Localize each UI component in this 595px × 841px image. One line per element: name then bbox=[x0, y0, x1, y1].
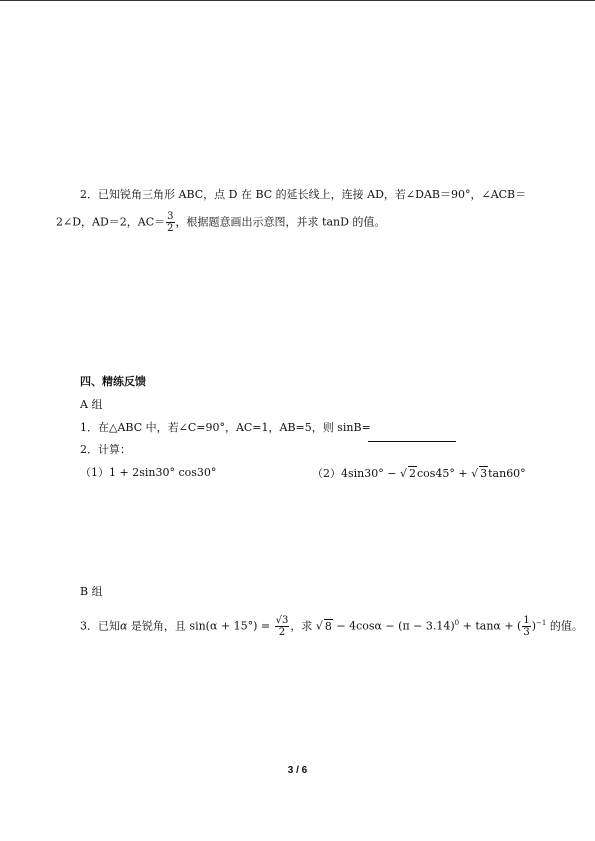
sqrt-symbol: √ bbox=[471, 467, 479, 480]
q3-frac-den: 2 bbox=[278, 627, 286, 638]
q3-frac2-den: 3 bbox=[523, 627, 530, 638]
top-border bbox=[0, 0, 595, 1]
group-b-label: B 组 bbox=[80, 585, 103, 598]
group-a-label: A 组 bbox=[80, 398, 103, 411]
q3-part-c: ，求 bbox=[290, 619, 316, 633]
q3-part-f: ) bbox=[531, 619, 537, 633]
answer-blank-line[interactable] bbox=[368, 441, 456, 442]
q3-frac-sqrt: 3 bbox=[281, 615, 289, 626]
sqrt-symbol: √ bbox=[399, 467, 407, 480]
q3-part-a: 3．已知 bbox=[80, 619, 120, 633]
q3-part-e: + tanα + ( bbox=[459, 619, 522, 633]
q3-frac-num bbox=[275, 615, 290, 627]
q2-fraction bbox=[166, 211, 174, 234]
calc-2-part-b: cos45° + bbox=[416, 467, 472, 480]
q3-exp-neg1: −1 bbox=[536, 618, 547, 627]
q2-calc-label: 2．计算： bbox=[80, 443, 131, 456]
q3-line bbox=[80, 615, 583, 638]
q2-line1: 2．已知锐角三角形 ABC，点 D 在 BC 的延长线上，连接 AD，若∠DAB＝90°，∠ACB＝ bbox=[80, 188, 527, 201]
calc-2-sqrt-1: 2 bbox=[408, 467, 416, 480]
calc-2-sqrt-2: 3 bbox=[480, 467, 488, 480]
calc-2-part-a: 4sin30° − bbox=[341, 467, 400, 480]
q2-frac-den: 2 bbox=[167, 223, 174, 234]
q3-sqrt-8: 8 bbox=[324, 619, 332, 633]
page-number: 3 / 6 bbox=[287, 765, 308, 776]
section-title: 四、精练反馈 bbox=[80, 375, 146, 388]
calc-1 bbox=[80, 466, 216, 480]
q3-alpha: α bbox=[120, 619, 128, 633]
q3-part-b: 是锐角，且 sin(α + 15°) = bbox=[127, 619, 274, 633]
q2-line2-text-a: 2∠D，AD＝2，AC＝ bbox=[56, 215, 166, 229]
q2-line2-text-b: ，根据题意画出示意图，并求 tanD 的值。 bbox=[175, 215, 386, 229]
q3-part-g: 的值。 bbox=[546, 619, 583, 633]
q3-frac2-num: 1 bbox=[523, 615, 530, 626]
q2-frac-num: 3 bbox=[167, 211, 174, 222]
sqrt-symbol: √ bbox=[315, 619, 323, 633]
q3-fraction bbox=[275, 615, 290, 638]
q2-line2 bbox=[56, 211, 385, 234]
calc-1-label: （1） bbox=[80, 466, 109, 479]
calc-2-part-c: tan60° bbox=[488, 467, 526, 480]
calc-2-label: （2） bbox=[312, 467, 341, 480]
calc-1-expr: 1 + 2sin30° cos30° bbox=[109, 466, 217, 479]
q3-part-d: − 4cosα − (π − 3.14) bbox=[332, 619, 455, 633]
q1-text: 1．在△ABC 中，若∠C=90°，AC=1，AB=5，则 sinB= bbox=[80, 421, 371, 434]
calc-2 bbox=[312, 466, 526, 481]
q3-exp-0: 0 bbox=[454, 618, 460, 627]
sqrt-symbol: √ bbox=[275, 615, 282, 626]
q3-fraction-2 bbox=[522, 615, 530, 638]
